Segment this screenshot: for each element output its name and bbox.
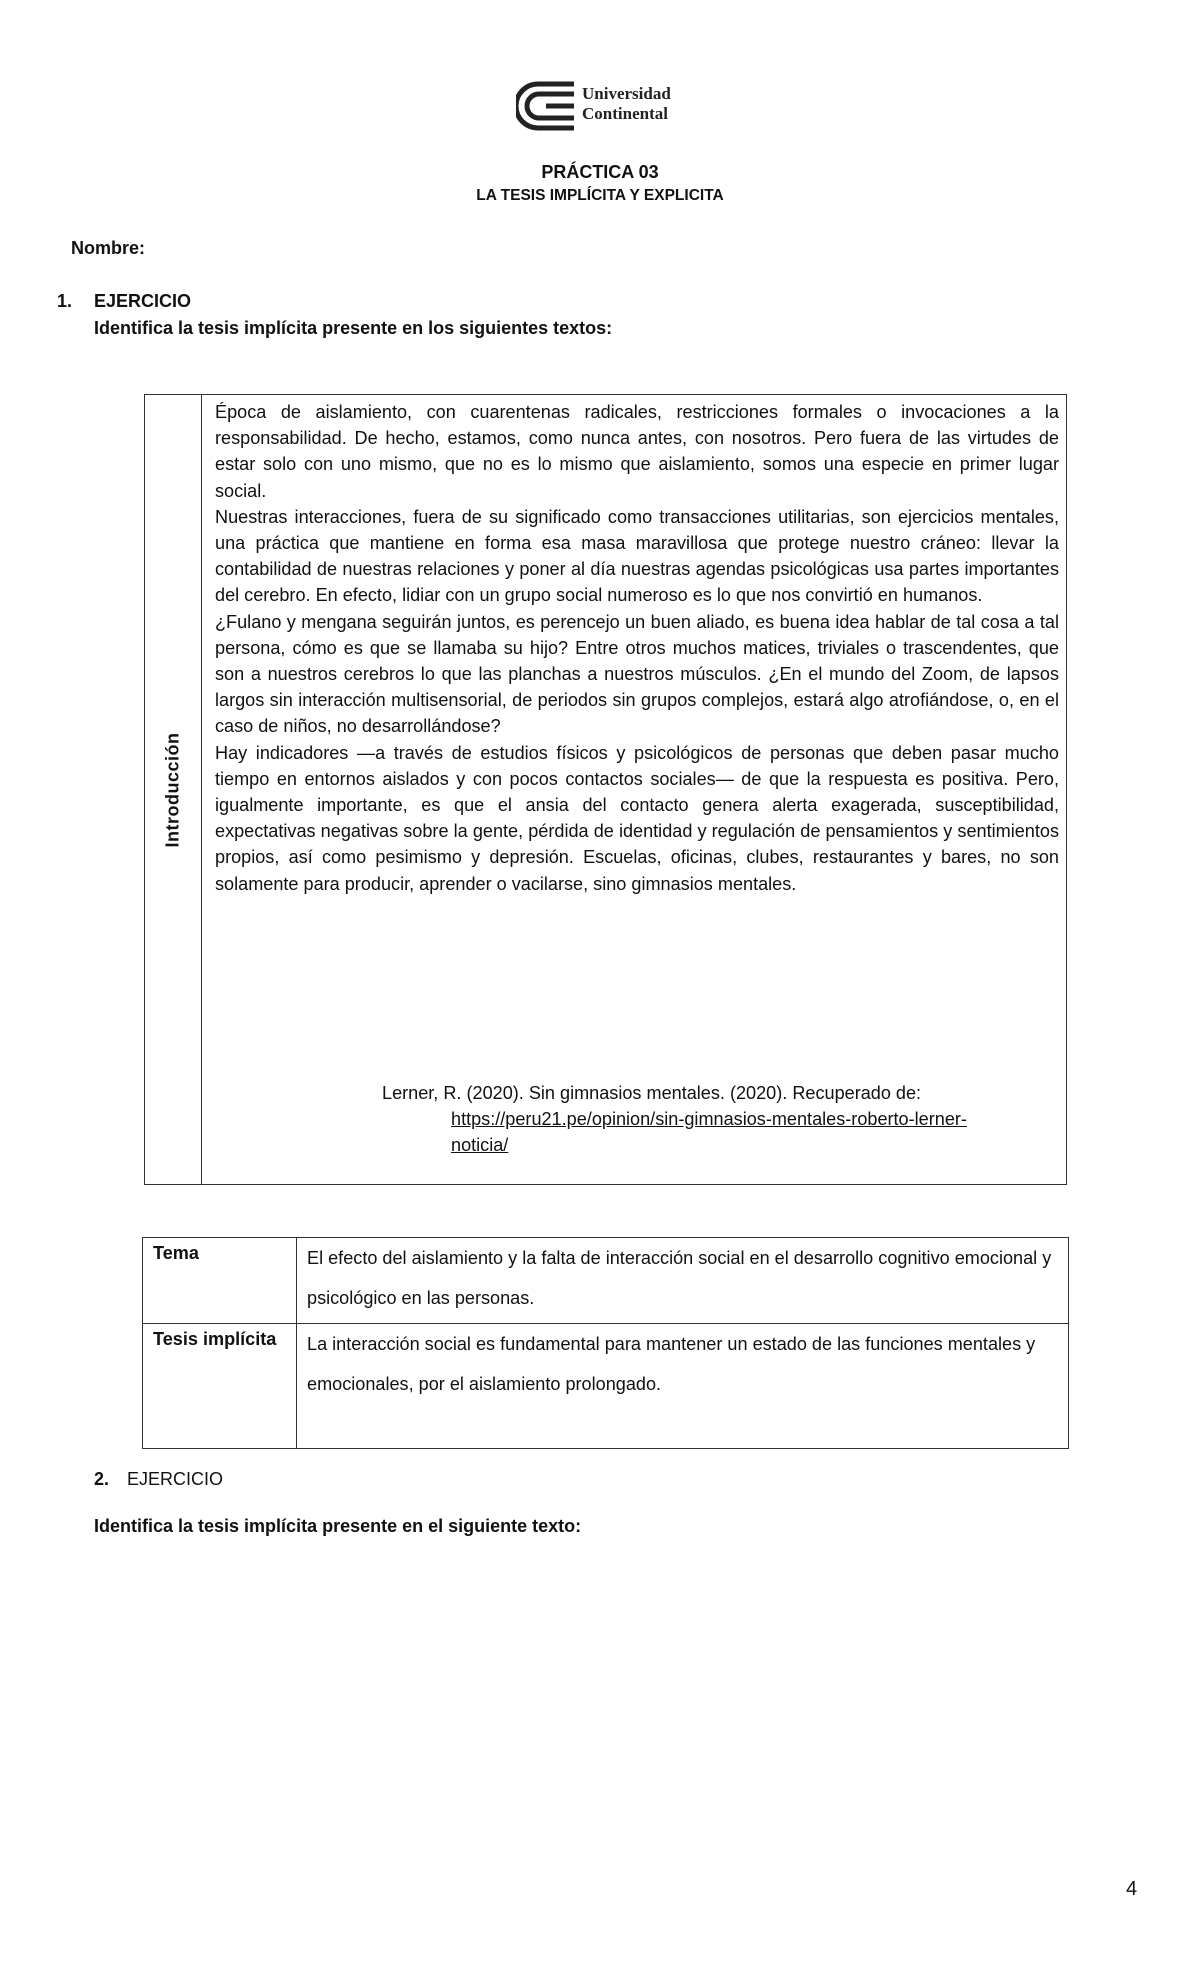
exercise1-label: EJERCICIO bbox=[94, 291, 192, 311]
passage-paragraph: Hay indicadores —a través de estudios físicos y psicológicos de personas que deben pasar mucho tiempo en entornos aislados y con pocos contactos sociales— de que la respuesta es positiva. Pero, igualmente importante, es que el ansia del contacto genera alerta exagerada, susceptibilidad, expectativas negativas sobre la gente, pérdida de identidad y regulación de pensamientos y sentimientos propios, así como pesimismo y depresión. Escuelas, oficinas, clubes, restaurantes y bares, no son solamente para producir, aprender o vacilarse, sino gimnasios mentales. bbox=[215, 742, 1059, 894]
table-row bbox=[143, 1238, 1069, 1324]
passage-paragraph: Nuestras interacciones, fuera de su significado como transacciones utilitarias, son ejercicios mentales, una práctica que mantiene en forma esa masa maravillosa que protege nuestro cráneo: llevar la contabilidad de nuestras relaciones y poner al día nuestras agendas psicológicas usa partes importantes del cerebro. En efecto, lidiar con un grupo social numeroso es lo que nos convirtió en humanos. bbox=[215, 506, 1059, 606]
citation-link[interactable]: https://peru21.pe/opinion/sin-gimnasios-mentales-roberto-lerner- bbox=[451, 1109, 967, 1129]
nombre-label: Nombre: bbox=[71, 238, 146, 258]
table-row bbox=[143, 1324, 1069, 1449]
university-logo bbox=[516, 78, 692, 134]
column-divider bbox=[201, 395, 202, 1184]
logo-line1: Universidad bbox=[582, 84, 671, 103]
exercise1-number: 1. bbox=[57, 291, 73, 311]
passage-paragraph: ¿Fulano y mengana seguirán juntos, es perencejo un buen aliado, es buena idea hablar de tal cosa a tal persona, cómo es que se llamaba su hijo? Entre otros muchos matices, triviales o trascendentes, que son a nuestros cerebros lo que las planchas a nuestros músculos. ¿En el mundo del Zoom, de lapsos largos sin interacción multisensorial, de periodos sin grupos complejos, estará algo atrofiándose, o, en el caso de niños, no desarrollándose? bbox=[215, 611, 1059, 737]
tesis-value: La interacción social es fundamental para mantener un estado de las funciones mentales y emocionales, por el aislamiento prolongado. bbox=[297, 1324, 1069, 1449]
passage-text bbox=[215, 399, 1059, 897]
citation-text: Lerner, R. (2020). Sin gimnasios mentales. (2020). Recuperado de: bbox=[382, 1083, 922, 1103]
practice-subtitle: LA TESIS IMPLÍCITA Y EXPLICITA bbox=[476, 187, 724, 204]
section-label-introduccion: Introducción bbox=[162, 732, 183, 848]
tema-label: Tema bbox=[143, 1238, 297, 1324]
exercise1-instruction: Identifica la tesis implícita presente en los siguientes textos: bbox=[94, 318, 613, 338]
passage-paragraph: Época de aislamiento, con cuarentenas radicales, restricciones formales o invocaciones a la responsabilidad. De hecho, estamos, como nunca antes, con nosotros. Pero fuera de las virtudes de estar solo con uno mismo, que no es lo mismo que aislamiento, somos una especie en primer lugar social. bbox=[215, 402, 1059, 501]
continental-logo-icon bbox=[516, 78, 578, 134]
citation-link-continued[interactable]: noticia/ bbox=[451, 1135, 509, 1155]
passage-box bbox=[144, 394, 1067, 1185]
logo-line2: Continental bbox=[582, 104, 668, 123]
practice-title: PRÁCTICA 03 bbox=[541, 162, 659, 182]
exercise2-number: 2. bbox=[94, 1469, 110, 1489]
tema-value: El efecto del aislamiento y la falta de interacción social en el desarrollo cognitivo emocional y psicológico en las personas. bbox=[297, 1238, 1069, 1324]
thesis-table bbox=[142, 1237, 1069, 1449]
tesis-label: Tesis implícita bbox=[143, 1324, 297, 1449]
exercise2-instruction: Identifica la tesis implícita presente en el siguiente texto: bbox=[94, 1516, 582, 1536]
page-number: 4 bbox=[1126, 1878, 1138, 1900]
exercise2-label: EJERCICIO bbox=[127, 1469, 224, 1489]
